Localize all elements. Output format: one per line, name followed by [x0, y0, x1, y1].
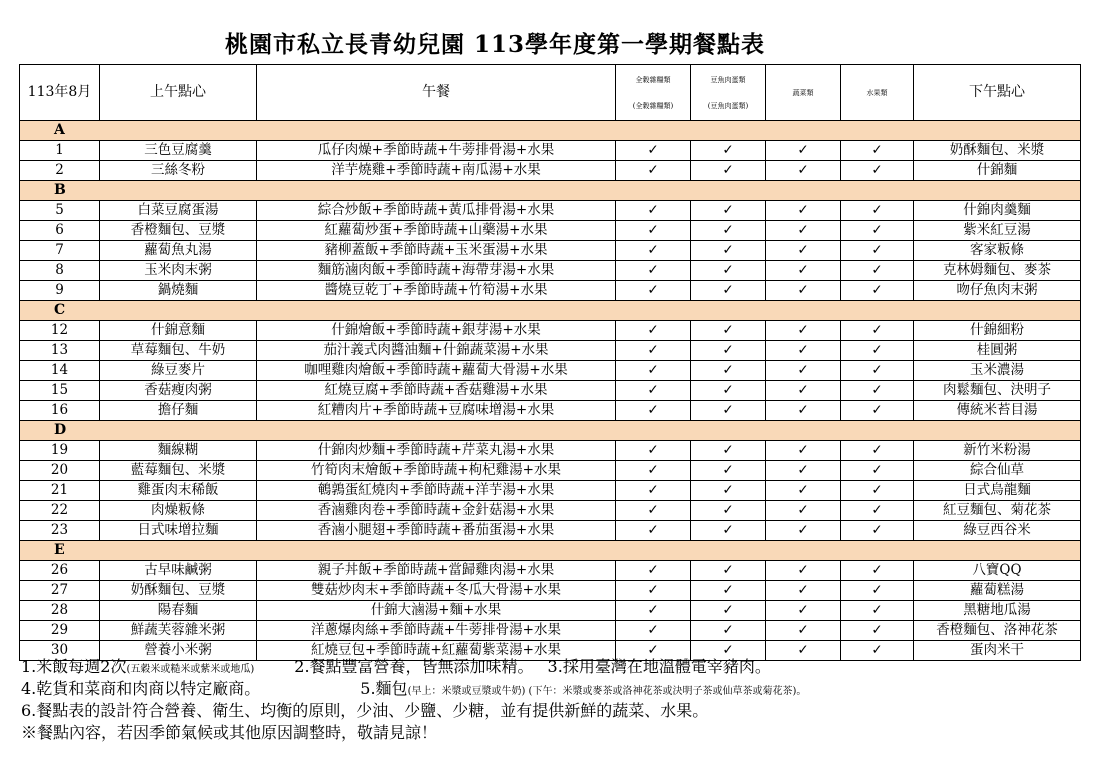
morning-snack-cell: 綠豆麥片: [100, 361, 257, 381]
whole-grain-check: ✓: [616, 621, 691, 641]
week-group-row: [20, 121, 1081, 141]
protein-check: ✓: [691, 601, 766, 621]
table-row: [20, 481, 1081, 501]
whole-grain-check: ✓: [616, 201, 691, 221]
vegetable-check: ✓: [766, 461, 841, 481]
day-cell: 21: [20, 481, 100, 501]
day-cell: 5: [20, 201, 100, 221]
lunch-cell: 醬燒豆乾丁+季節時蔬+竹筍湯+水果: [257, 281, 616, 301]
afternoon-snack-cell: 蘿蔔糕湯: [914, 581, 1081, 601]
protein-check: ✓: [691, 321, 766, 341]
whole-grain-check: ✓: [616, 241, 691, 261]
note-1-detail: (五穀米或糙米或紫米或地瓜): [126, 664, 255, 675]
table-header-row: [20, 65, 1081, 121]
fruit-check: ✓: [841, 561, 914, 581]
vegetable-check: ✓: [766, 381, 841, 401]
protein-check: ✓: [691, 461, 766, 481]
fruit-check: ✓: [841, 501, 914, 521]
protein-check: ✓: [691, 521, 766, 541]
whole-grain-check: ✓: [616, 441, 691, 461]
morning-snack-cell: 擔仔麵: [100, 401, 257, 421]
lunch-cell: 茄汁義式肉醬油麵+什錦蔬菜湯+水果: [257, 341, 616, 361]
protein-check: ✓: [691, 441, 766, 461]
morning-snack-cell: 鍋燒麵: [100, 281, 257, 301]
table-row: [20, 141, 1081, 161]
afternoon-snack-cell: 吻仔魚肉末粥: [914, 281, 1081, 301]
afternoon-snack-cell: 黑糖地瓜湯: [914, 601, 1081, 621]
lunch-cell: 洋蔥爆肉絲+季節時蔬+牛蒡排骨湯+水果: [257, 621, 616, 641]
fruit-check: ✓: [841, 141, 914, 161]
fruit-check: ✓: [841, 581, 914, 601]
protein-check: ✓: [691, 201, 766, 221]
protein-check: ✓: [691, 641, 766, 661]
lunch-cell: 竹筍肉末燴飯+季節時蔬+枸杞雞湯+水果: [257, 461, 616, 481]
header-protein-sub: (豆魚肉蛋類): [707, 101, 749, 110]
morning-snack-cell: 蘿蔔魚丸湯: [100, 241, 257, 261]
header-protein-label: 豆魚肉蛋類: [710, 75, 746, 84]
header-lunch: 午餐: [257, 65, 616, 121]
menu-body: [20, 121, 1081, 661]
table-row: [20, 201, 1081, 221]
week-group-label: D: [20, 421, 1081, 441]
note-6: 6.餐點表的設計符合營養、衛生、均衡的原則，少油、少鹽、少糖，並有提供新鮮的蔬菜、水果。: [21, 701, 709, 720]
header-vegetable: 蔬菜類: [766, 65, 841, 121]
protein-check: ✓: [691, 381, 766, 401]
table-row: [20, 561, 1081, 581]
page-title: 桃園市私立長青幼兒園 113學年度第一學期餐點表: [224, 31, 766, 58]
afternoon-snack-cell: 傳統米苔目湯: [914, 401, 1081, 421]
fruit-check: ✓: [841, 381, 914, 401]
week-group-row: [20, 541, 1081, 561]
morning-snack-cell: 藍莓麵包、米漿: [100, 461, 257, 481]
fruit-check: ✓: [841, 641, 914, 661]
day-cell: 13: [20, 341, 100, 361]
vegetable-check: ✓: [766, 321, 841, 341]
note-3: 3.採用臺灣在地溫體電宰豬肉。: [547, 657, 771, 676]
week-group-label: C: [20, 301, 1081, 321]
whole-grain-check: ✓: [616, 361, 691, 381]
afternoon-snack-cell: 八寶QQ: [914, 561, 1081, 581]
fruit-check: ✓: [841, 401, 914, 421]
note-5-detail: (早上：米漿或豆漿或牛奶) (下午：米漿或麥茶或洛神花茶或決明子茶或仙草茶或菊花茶)。: [407, 686, 807, 697]
lunch-cell: 香滷小腿翅+季節時蔬+番茄蛋湯+水果: [257, 521, 616, 541]
vegetable-check: ✓: [766, 221, 841, 241]
table-row: [20, 501, 1081, 521]
afternoon-snack-cell: 新竹米粉湯: [914, 441, 1081, 461]
fruit-check: ✓: [841, 621, 914, 641]
table-row: [20, 281, 1081, 301]
morning-snack-cell: 草莓麵包、牛奶: [100, 341, 257, 361]
day-cell: 28: [20, 601, 100, 621]
vegetable-check: ✓: [766, 621, 841, 641]
morning-snack-cell: 麵線糊: [100, 441, 257, 461]
note-1: 1.米飯每週2次: [21, 657, 127, 676]
vegetable-check: ✓: [766, 361, 841, 381]
day-cell: 19: [20, 441, 100, 461]
whole-grain-check: ✓: [616, 581, 691, 601]
week-group-label: E: [20, 541, 1081, 561]
protein-check: ✓: [691, 141, 766, 161]
afternoon-snack-cell: 什錦麵: [914, 161, 1081, 181]
afternoon-snack-cell: 紅豆麵包、菊花茶: [914, 501, 1081, 521]
note-line-1: [21, 656, 1101, 678]
table-row: [20, 521, 1081, 541]
lunch-cell: 鵪鶉蛋紅燒肉+季節時蔬+洋芋湯+水果: [257, 481, 616, 501]
note-line-3: [21, 700, 1101, 722]
protein-check: ✓: [691, 361, 766, 381]
day-cell: 6: [20, 221, 100, 241]
fruit-check: ✓: [841, 521, 914, 541]
afternoon-snack-cell: 什錦細粉: [914, 321, 1081, 341]
vegetable-check: ✓: [766, 521, 841, 541]
fruit-check: ✓: [841, 321, 914, 341]
afternoon-snack-cell: 綜合仙草: [914, 461, 1081, 481]
afternoon-snack-cell: 香橙麵包、洛神花茶: [914, 621, 1081, 641]
afternoon-snack-cell: 克林姆麵包、麥茶: [914, 261, 1081, 281]
day-cell: 27: [20, 581, 100, 601]
table-row: [20, 321, 1081, 341]
morning-snack-cell: 營養小米粥: [100, 641, 257, 661]
vegetable-check: ✓: [766, 281, 841, 301]
morning-snack-cell: 日式味增拉麵: [100, 521, 257, 541]
week-group-row: [20, 181, 1081, 201]
note-7: ※餐點內容，若因季節氣候或其他原因調整時，敬請見諒！: [21, 723, 438, 742]
week-group-label: B: [20, 181, 1081, 201]
protein-check: ✓: [691, 581, 766, 601]
morning-snack-cell: 肉燥粄條: [100, 501, 257, 521]
afternoon-snack-cell: 蛋肉米干: [914, 641, 1081, 661]
table-row: [20, 241, 1081, 261]
vegetable-check: ✓: [766, 141, 841, 161]
whole-grain-check: ✓: [616, 141, 691, 161]
table-row: [20, 341, 1081, 361]
header-morning-snack: 上午點心: [100, 65, 257, 121]
day-cell: 23: [20, 521, 100, 541]
afternoon-snack-cell: 桂圓粥: [914, 341, 1081, 361]
note-5: 5.麵包: [360, 679, 408, 698]
header-whole-grain: [616, 65, 691, 121]
afternoon-snack-cell: 客家粄條: [914, 241, 1081, 261]
table-row: [20, 401, 1081, 421]
protein-check: ✓: [691, 241, 766, 261]
afternoon-snack-cell: 什錦肉羹麵: [914, 201, 1081, 221]
day-cell: 29: [20, 621, 100, 641]
table-row: [20, 381, 1081, 401]
vegetable-check: ✓: [766, 581, 841, 601]
afternoon-snack-cell: 綠豆西谷米: [914, 521, 1081, 541]
day-cell: 15: [20, 381, 100, 401]
table-row: [20, 221, 1081, 241]
table-row: [20, 581, 1081, 601]
protein-check: ✓: [691, 561, 766, 581]
vegetable-check: ✓: [766, 341, 841, 361]
whole-grain-check: ✓: [616, 221, 691, 241]
protein-check: ✓: [691, 481, 766, 501]
morning-snack-cell: 雞蛋肉末稀飯: [100, 481, 257, 501]
fruit-check: ✓: [841, 441, 914, 461]
header-whole-grain-sub: (全穀雜糧類): [632, 101, 674, 110]
whole-grain-check: ✓: [616, 641, 691, 661]
morning-snack-cell: 玉米肉末粥: [100, 261, 257, 281]
lunch-cell: 什錦肉炒麵+季節時蔬+芹菜丸湯+水果: [257, 441, 616, 461]
table-row: [20, 441, 1081, 461]
table-row: [20, 461, 1081, 481]
lunch-cell: 豬柳蓋飯+季節時蔬+玉米蛋湯+水果: [257, 241, 616, 261]
fruit-check: ✓: [841, 261, 914, 281]
vegetable-check: ✓: [766, 201, 841, 221]
lunch-cell: 什錦大滷湯+麵+水果: [257, 601, 616, 621]
notes: [21, 656, 1101, 744]
note-2: 2.餐點豐富營養，皆無添加味精。: [294, 657, 534, 676]
lunch-cell: 洋芋燒雞+季節時蔬+南瓜湯+水果: [257, 161, 616, 181]
day-cell: 8: [20, 261, 100, 281]
day-cell: 30: [20, 641, 100, 661]
day-cell: 1: [20, 141, 100, 161]
fruit-check: ✓: [841, 221, 914, 241]
table-row: [20, 261, 1081, 281]
day-cell: 7: [20, 241, 100, 261]
whole-grain-check: ✓: [616, 481, 691, 501]
vegetable-check: ✓: [766, 601, 841, 621]
day-cell: 26: [20, 561, 100, 581]
fruit-check: ✓: [841, 201, 914, 221]
fruit-check: ✓: [841, 341, 914, 361]
whole-grain-check: ✓: [616, 281, 691, 301]
morning-snack-cell: 香橙麵包、豆漿: [100, 221, 257, 241]
vegetable-check: ✓: [766, 261, 841, 281]
morning-snack-cell: 白菜豆腐蛋湯: [100, 201, 257, 221]
lunch-cell: 什錦燴飯+季節時蔬+銀芽湯+水果: [257, 321, 616, 341]
whole-grain-check: ✓: [616, 561, 691, 581]
whole-grain-check: ✓: [616, 161, 691, 181]
whole-grain-check: ✓: [616, 601, 691, 621]
fruit-check: ✓: [841, 241, 914, 261]
protein-check: ✓: [691, 161, 766, 181]
vegetable-check: ✓: [766, 241, 841, 261]
fruit-check: ✓: [841, 481, 914, 501]
vegetable-check: ✓: [766, 401, 841, 421]
whole-grain-check: ✓: [616, 381, 691, 401]
table-row: [20, 601, 1081, 621]
vegetable-check: ✓: [766, 501, 841, 521]
morning-snack-cell: 古早味鹹粥: [100, 561, 257, 581]
morning-snack-cell: 奶酥麵包、豆漿: [100, 581, 257, 601]
day-cell: 22: [20, 501, 100, 521]
fruit-check: ✓: [841, 281, 914, 301]
header-whole-grain-label: 全穀雜糧類: [635, 75, 671, 84]
morning-snack-cell: 鮮蔬芙蓉雜米粥: [100, 621, 257, 641]
lunch-cell: 親子丼飯+季節時蔬+當歸雞肉湯+水果: [257, 561, 616, 581]
lunch-cell: 綜合炒飯+季節時蔬+黃瓜排骨湯+水果: [257, 201, 616, 221]
whole-grain-check: ✓: [616, 321, 691, 341]
afternoon-snack-cell: 肉鬆麵包、決明子: [914, 381, 1081, 401]
protein-check: ✓: [691, 221, 766, 241]
protein-check: ✓: [691, 501, 766, 521]
table-row: [20, 161, 1081, 181]
note-4: 4.乾貨和菜商和肉商以特定廠商。: [21, 679, 261, 698]
whole-grain-check: ✓: [616, 261, 691, 281]
afternoon-snack-cell: 玉米濃湯: [914, 361, 1081, 381]
whole-grain-check: ✓: [616, 501, 691, 521]
vegetable-check: ✓: [766, 481, 841, 501]
lunch-cell: 雙菇炒肉末+季節時蔬+冬瓜大骨湯+水果: [257, 581, 616, 601]
protein-check: ✓: [691, 281, 766, 301]
protein-check: ✓: [691, 261, 766, 281]
header-month: 113年8月: [20, 65, 100, 121]
lunch-cell: 紅燒豆腐+季節時蔬+香菇雞湯+水果: [257, 381, 616, 401]
afternoon-snack-cell: 日式烏龍麵: [914, 481, 1081, 501]
morning-snack-cell: 香菇瘦肉粥: [100, 381, 257, 401]
table-row: [20, 361, 1081, 381]
fruit-check: ✓: [841, 161, 914, 181]
fruit-check: ✓: [841, 601, 914, 621]
lunch-cell: 麵筋滷肉飯+季節時蔬+海帶芽湯+水果: [257, 261, 616, 281]
note-line-4: [21, 722, 1101, 744]
menu-table: [19, 64, 1081, 661]
header-protein: [691, 65, 766, 121]
day-cell: 20: [20, 461, 100, 481]
day-cell: 9: [20, 281, 100, 301]
morning-snack-cell: 三色豆腐羹: [100, 141, 257, 161]
whole-grain-check: ✓: [616, 401, 691, 421]
day-cell: 16: [20, 401, 100, 421]
week-group-row: [20, 301, 1081, 321]
lunch-cell: 紅糟肉片+季節時蔬+豆腐味增湯+水果: [257, 401, 616, 421]
header-afternoon-snack: 下午點心: [914, 65, 1081, 121]
vegetable-check: ✓: [766, 641, 841, 661]
morning-snack-cell: 陽春麵: [100, 601, 257, 621]
lunch-cell: 香滷雞肉卷+季節時蔬+金針菇湯+水果: [257, 501, 616, 521]
fruit-check: ✓: [841, 361, 914, 381]
fruit-check: ✓: [841, 461, 914, 481]
protein-check: ✓: [691, 341, 766, 361]
note-line-2: [21, 678, 1101, 700]
day-cell: 12: [20, 321, 100, 341]
morning-snack-cell: 什錦意麵: [100, 321, 257, 341]
whole-grain-check: ✓: [616, 521, 691, 541]
protein-check: ✓: [691, 621, 766, 641]
whole-grain-check: ✓: [616, 341, 691, 361]
vegetable-check: ✓: [766, 561, 841, 581]
protein-check: ✓: [691, 401, 766, 421]
day-cell: 14: [20, 361, 100, 381]
lunch-cell: 紅蘿蔔炒蛋+季節時蔬+山藥湯+水果: [257, 221, 616, 241]
whole-grain-check: ✓: [616, 461, 691, 481]
week-group-label: A: [20, 121, 1081, 141]
week-group-row: [20, 421, 1081, 441]
lunch-cell: 紅燒豆包+季節時蔬+紅蘿蔔紫菜湯+水果: [257, 641, 616, 661]
vegetable-check: ✓: [766, 161, 841, 181]
table-row: [20, 621, 1081, 641]
afternoon-snack-cell: 奶酥麵包、米漿: [914, 141, 1081, 161]
morning-snack-cell: 三絲冬粉: [100, 161, 257, 181]
afternoon-snack-cell: 紫米紅豆湯: [914, 221, 1081, 241]
vegetable-check: ✓: [766, 441, 841, 461]
lunch-cell: 瓜仔肉燥+季節時蔬+牛蒡排骨湯+水果: [257, 141, 616, 161]
header-fruit: 水果類: [841, 65, 914, 121]
day-cell: 2: [20, 161, 100, 181]
lunch-cell: 咖哩雞肉燴飯+季節時蔬+蘿蔔大骨湯+水果: [257, 361, 616, 381]
